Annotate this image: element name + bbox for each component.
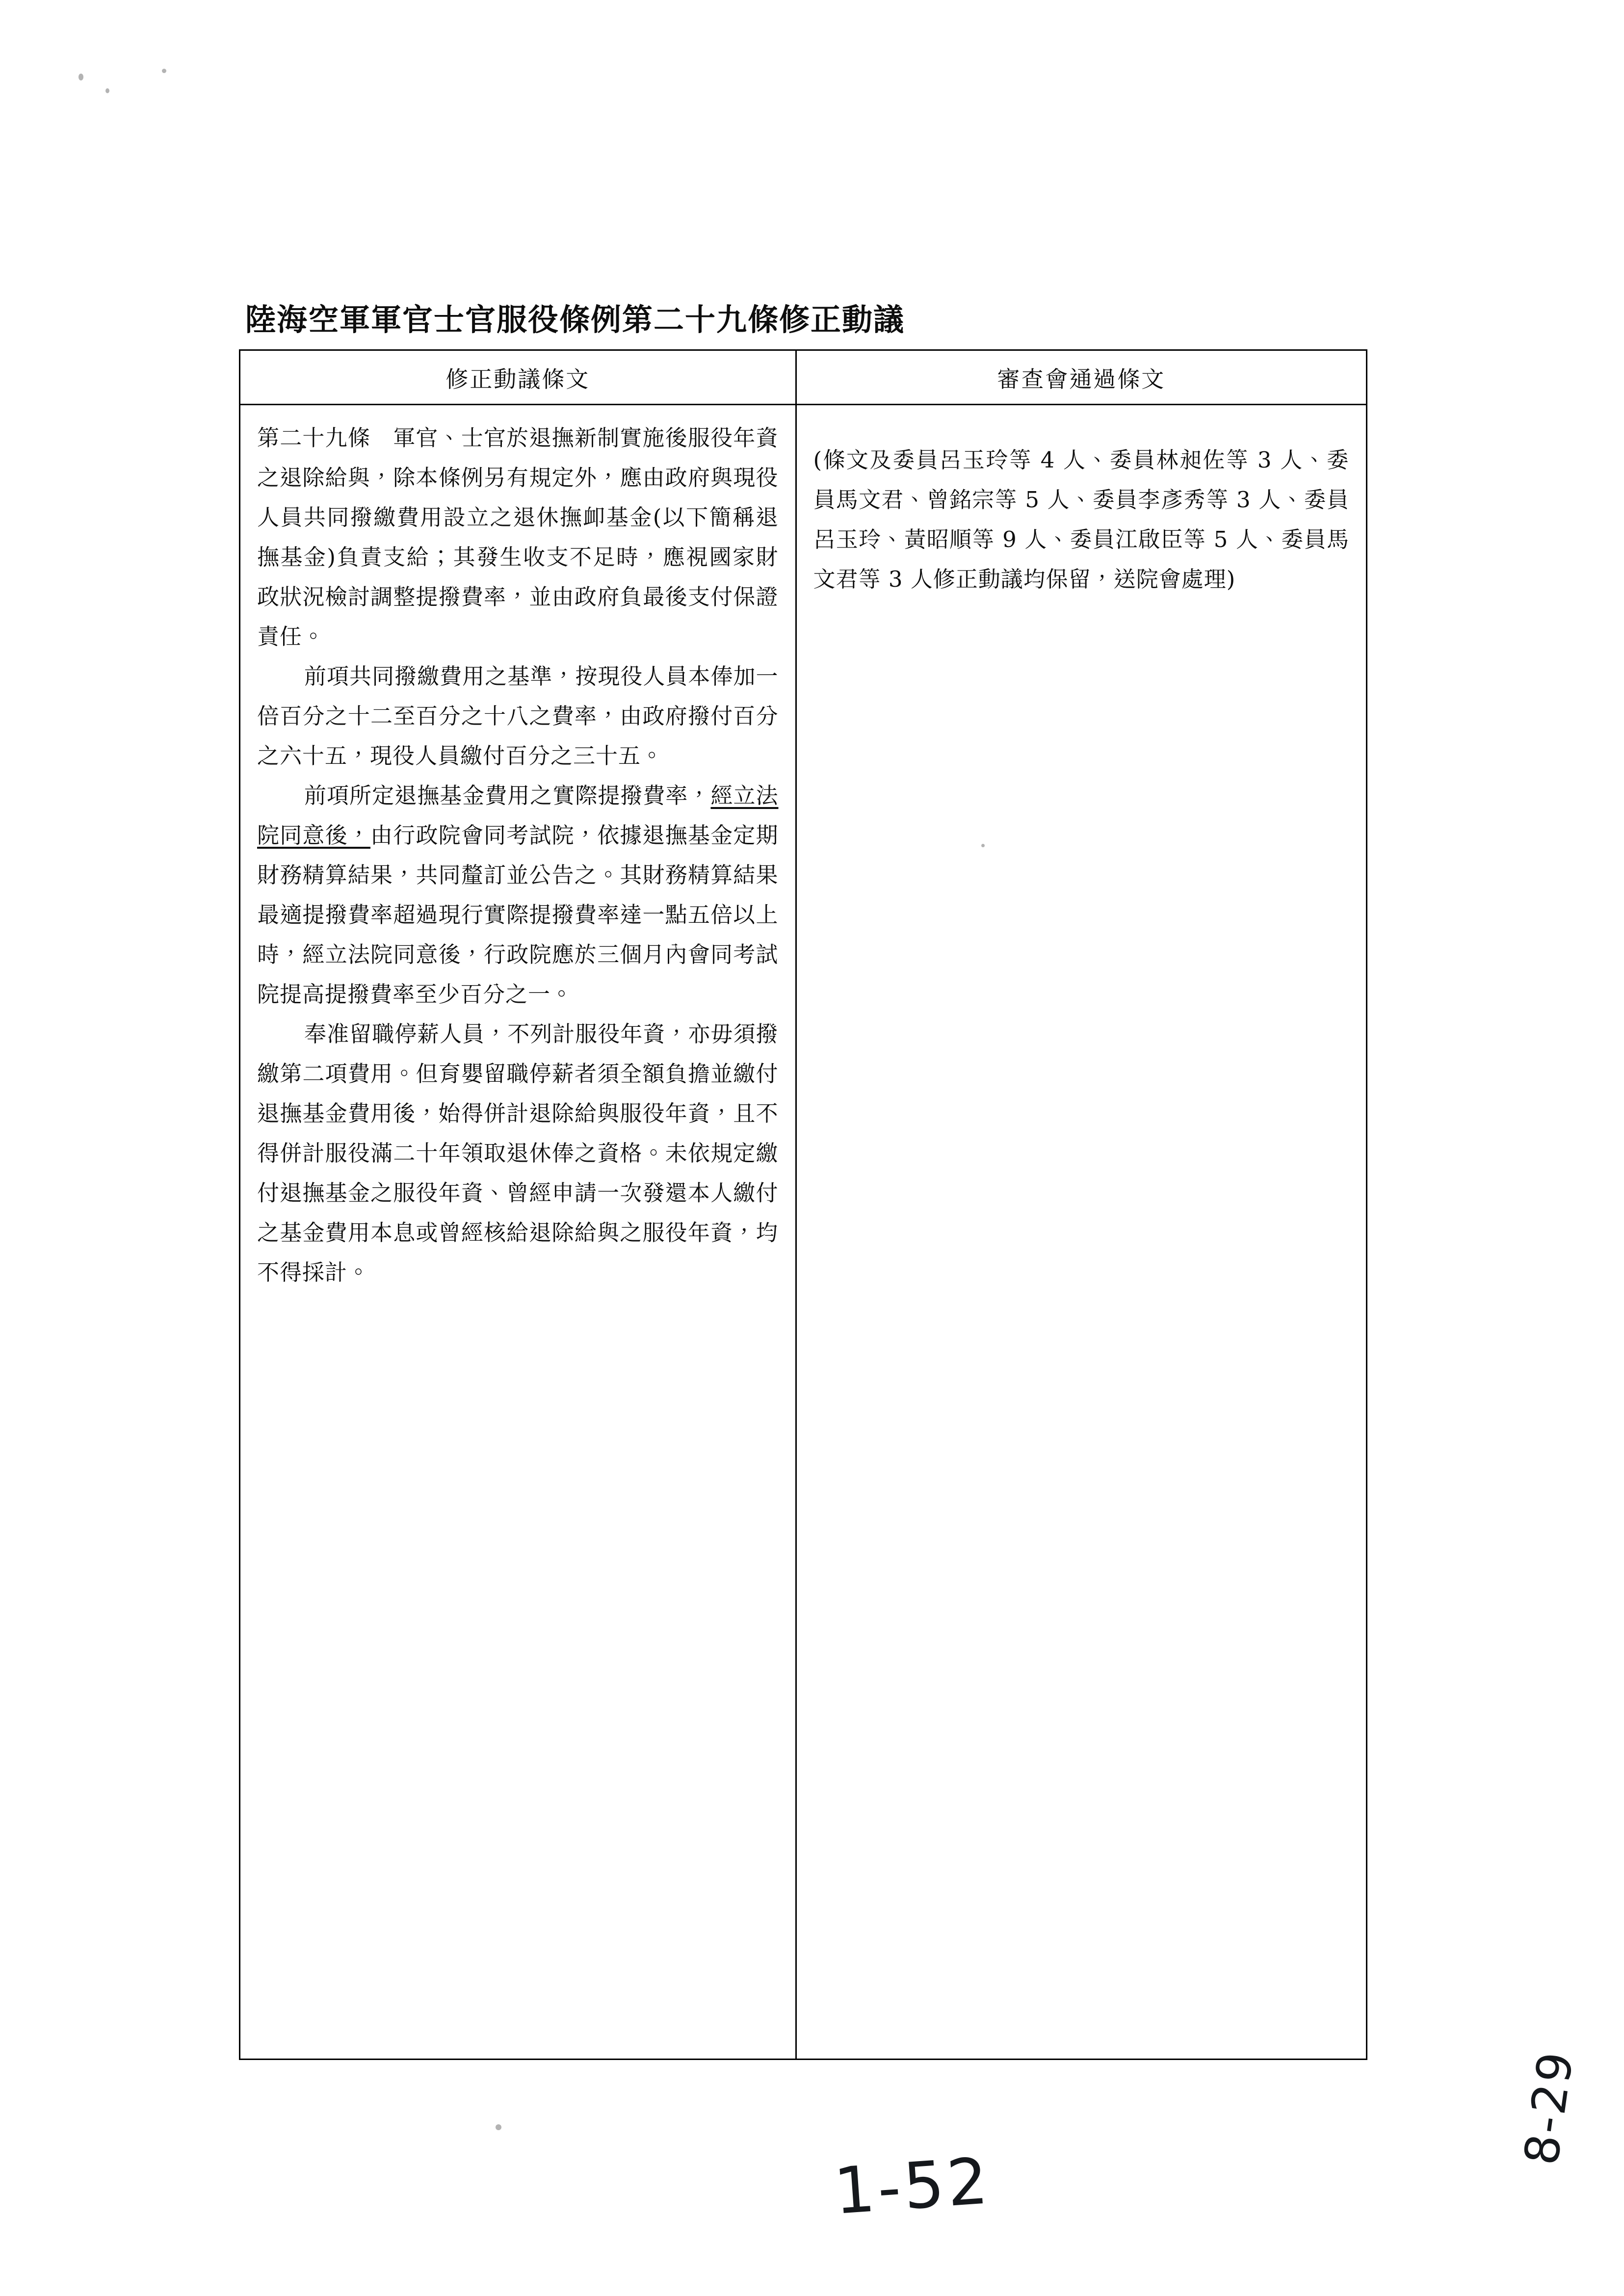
underlined-phrase: 經立法院同意後，: [257, 783, 779, 848]
cell-committee-text: [797, 405, 1366, 2059]
amendment-paragraph-1: 第二十九條 軍官、士官於退撫新制實施後服役年資之退除給與，除本條例另有規定外，應由政府與現役人員共同撥繳費用設立之退休撫卹基金(以下簡稱退撫基金)負責支給；其發生收支不足時，應視國家財政狀況檢討調整提撥費率，並由政府負最後支付保證責任。: [257, 425, 779, 650]
table-header-row: [240, 351, 1366, 405]
column-header-amendment: 修正動議條文: [240, 351, 797, 404]
table-body-row: [240, 405, 1366, 2059]
handwritten-page-mark: 1-52: [832, 2143, 993, 2229]
scan-speck: [162, 69, 166, 73]
amendment-paragraph-2: 前項共同撥繳費用之基準，按現役人員本俸加一倍百分之十二至百分之十八之費率，由政府撥付百分之六十五，現役人員繳付百分之三十五。: [257, 663, 779, 769]
document-title: 陸海空軍軍官士官服役條例第二十九條修正動議: [245, 301, 905, 338]
column-header-committee-passed: 審查會通過條文: [997, 366, 1166, 392]
scan-speck: [496, 2124, 501, 2130]
scan-speck: [105, 88, 109, 93]
cell-amendment-text: [240, 405, 797, 2059]
committee-note: (條文及委員呂玉玲等 4 人、委員林昶佐等 3 人、委員馬文君、曾銘宗等 5 人、委員李彥秀等 3 人、委員呂玉玲、黃昭順等 9 人、委員江啟臣等 5 人、委員馬文君等 3 人修正動議均保留，送院會處理): [813, 447, 1349, 592]
amendment-paragraph-4: 奉准留職停薪人員，不列計服役年資，亦毋須撥繳第二項費用。但育嬰留職停薪者須全額負擔並繳付退撫基金費用後，始得併計退除給與服役年資，且不得併計服役滿二十年領取退休俸之資格。未依規定繳付退撫基金之服役年資、曾經申請一次發還本人繳付之基金費用本息或曾經核給退除給與之服役年資，均不得採計。: [257, 1021, 779, 1285]
scan-speck: [79, 74, 83, 80]
amendment-paragraph-3: 前項所定退撫基金費用之實際提撥費率，經立法院同意後，由行政院會同考試院，依據退撫基金定期財務精算結果，共同釐訂並公告之。其財務精算結果最適提撥費率超過現行實際提撥費率達一點五倍以上時，經立法院同意後，行政院應於三個月內會同考試院提高提撥費率至少百分之一。: [257, 783, 779, 1007]
comparison-table: [239, 349, 1367, 2060]
handwritten-corner-mark: 8-29: [1514, 2047, 1584, 2168]
